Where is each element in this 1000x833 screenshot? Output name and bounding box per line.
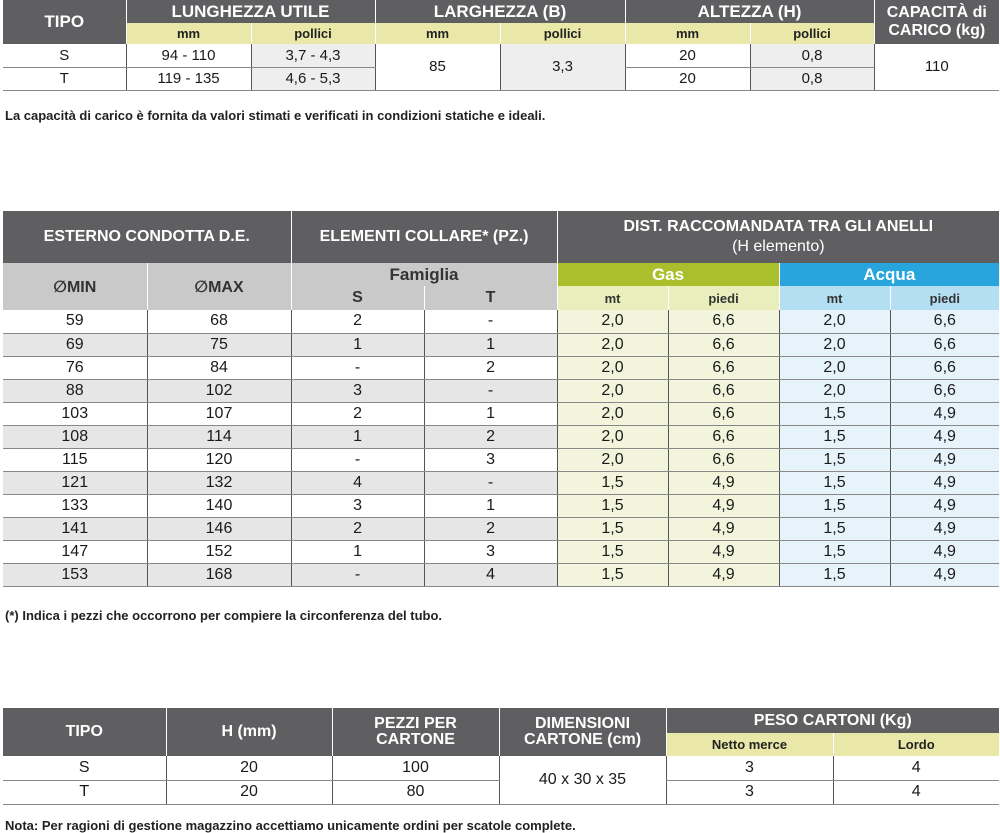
altezza-mm-header: mm — [625, 23, 750, 44]
min-cell: 121 — [3, 471, 147, 494]
spacing-table — [3, 211, 999, 587]
acqua-mt-header: mt — [779, 286, 890, 310]
acqua-mt-cell: 1,5 — [779, 425, 890, 448]
distanza-header-line1: DIST. RACCOMANDATA TRA GLI ANELLI — [623, 218, 934, 235]
esterno-header: ESTERNO CONDOTTA D.E. — [3, 211, 291, 263]
max-cell: 168 — [147, 563, 291, 586]
acqua-piedi-cell: 4,9 — [890, 448, 999, 471]
famiglia-s-cell: 2 — [291, 310, 424, 333]
acqua-mt-cell: 1,5 — [779, 494, 890, 517]
pezzi-cell: 80 — [332, 780, 499, 804]
lordo-header: Lordo — [833, 733, 999, 756]
famiglia-t-cell: 3 — [424, 540, 557, 563]
capacita-cell: 110 — [874, 44, 999, 90]
lunghezza-mm-cell: 119 - 135 — [126, 67, 251, 90]
dimensioni-header — [499, 708, 666, 756]
dimensioni-header-line1: DIMENSIONI — [534, 715, 631, 732]
diameter-icon: ∅ — [53, 278, 67, 296]
gas-mt-cell: 2,0 — [557, 310, 668, 333]
max-cell: 84 — [147, 356, 291, 379]
famiglia-t-cell: 1 — [424, 333, 557, 356]
table-row — [3, 517, 999, 540]
gas-piedi-cell: 6,6 — [668, 356, 779, 379]
h-cell: 20 — [166, 780, 332, 804]
table-row — [3, 44, 999, 67]
famiglia-header: Famiglia — [291, 263, 557, 286]
famiglia-s-header: S — [291, 286, 424, 310]
min-cell: 141 — [3, 517, 147, 540]
famiglia-s-cell: - — [291, 563, 424, 586]
lunghezza-mm-cell: 94 - 110 — [126, 44, 251, 67]
netto-cell: 3 — [666, 780, 833, 804]
gas-mt-cell: 2,0 — [557, 425, 668, 448]
gas-piedi-cell: 4,9 — [668, 563, 779, 586]
lunghezza-pollici-header: pollici — [251, 23, 375, 44]
gas-piedi-cell: 6,6 — [668, 310, 779, 333]
min-cell: 147 — [3, 540, 147, 563]
gas-piedi-cell: 4,9 — [668, 494, 779, 517]
acqua-piedi-cell: 4,9 — [890, 517, 999, 540]
lordo-cell: 4 — [833, 780, 999, 804]
table-row — [3, 471, 999, 494]
acqua-mt-cell: 1,5 — [779, 471, 890, 494]
altezza-header: ALTEZZA (H) — [625, 0, 874, 23]
acqua-piedi-cell: 4,9 — [890, 425, 999, 448]
table-row — [3, 402, 999, 425]
diameter-icon: ∅ — [194, 278, 209, 296]
gas-mt-cell: 1,5 — [557, 540, 668, 563]
table-row — [3, 356, 999, 379]
pezzi-header — [332, 708, 499, 756]
famiglia-t-cell: 2 — [424, 356, 557, 379]
gas-mt-cell: 1,5 — [557, 494, 668, 517]
altezza-mm-cell: 20 — [625, 67, 750, 90]
tipo-cell: T — [3, 780, 166, 804]
famiglia-s-cell: 3 — [291, 379, 424, 402]
elementi-header: ELEMENTI COLLARE* (PZ.) — [291, 211, 557, 263]
gas-piedi-cell: 4,9 — [668, 471, 779, 494]
gas-mt-cell: 2,0 — [557, 402, 668, 425]
famiglia-t-cell: 1 — [424, 494, 557, 517]
table-row — [3, 333, 999, 356]
dimensions-table — [3, 0, 999, 91]
max-cell: 68 — [147, 310, 291, 333]
max-cell: 75 — [147, 333, 291, 356]
min-cell: 108 — [3, 425, 147, 448]
tipo-header: TIPO — [3, 0, 126, 44]
gas-mt-cell: 1,5 — [557, 471, 668, 494]
table-row — [3, 379, 999, 402]
famiglia-s-cell: 1 — [291, 540, 424, 563]
netto-cell: 3 — [666, 756, 833, 780]
acqua-piedi-cell: 4,9 — [890, 471, 999, 494]
pezzi-cell: 100 — [332, 756, 499, 780]
gas-mt-header: mt — [557, 286, 668, 310]
table-row — [3, 448, 999, 471]
acqua-piedi-cell: 6,6 — [890, 310, 999, 333]
altezza-pollici-cell: 0,8 — [750, 67, 874, 90]
famiglia-t-cell: 1 — [424, 402, 557, 425]
acqua-piedi-cell: 6,6 — [890, 356, 999, 379]
acqua-mt-cell: 2,0 — [779, 310, 890, 333]
table-row — [3, 425, 999, 448]
tipo-cell: S — [3, 44, 126, 67]
famiglia-s-cell: - — [291, 356, 424, 379]
dimensioni-header-line2: CARTONE (cm) — [523, 731, 642, 748]
larghezza-pollici-header: pollici — [500, 23, 625, 44]
max-cell: 132 — [147, 471, 291, 494]
capacita-header — [874, 0, 999, 44]
table-row — [3, 310, 999, 333]
acqua-mt-cell: 1,5 — [779, 448, 890, 471]
lunghezza-pollici-cell: 4,6 - 5,3 — [251, 67, 375, 90]
acqua-mt-cell: 1,5 — [779, 563, 890, 586]
gas-piedi-cell: 6,6 — [668, 448, 779, 471]
max-cell: 102 — [147, 379, 291, 402]
famiglia-t-header: T — [424, 286, 557, 310]
max-header-label: MAX — [208, 278, 244, 296]
min-cell: 115 — [3, 448, 147, 471]
max-cell: 107 — [147, 402, 291, 425]
famiglia-t-cell: 3 — [424, 448, 557, 471]
acqua-mt-cell: 2,0 — [779, 356, 890, 379]
min-cell: 103 — [3, 402, 147, 425]
larghezza-mm-header: mm — [375, 23, 500, 44]
peso-header: PESO CARTONI (Kg) — [666, 708, 999, 733]
gas-mt-cell: 2,0 — [557, 379, 668, 402]
acqua-piedi-header: piedi — [890, 286, 999, 310]
acqua-piedi-cell: 4,9 — [890, 563, 999, 586]
min-cell: 59 — [3, 310, 147, 333]
gas-mt-cell: 2,0 — [557, 333, 668, 356]
distanza-header — [557, 211, 999, 263]
gas-piedi-cell: 4,9 — [668, 517, 779, 540]
gas-piedi-cell: 6,6 — [668, 333, 779, 356]
min-cell: 69 — [3, 333, 147, 356]
altezza-pollici-cell: 0,8 — [750, 44, 874, 67]
pezzi-header-line1: PEZZI PER — [374, 715, 457, 732]
famiglia-t-cell: - — [424, 310, 557, 333]
distanza-header-line2: (H elemento) — [732, 238, 825, 255]
acqua-piedi-cell: 4,9 — [890, 402, 999, 425]
min-cell: 153 — [3, 563, 147, 586]
order-note: Nota: Per ragioni di gestione magazzino accettiamo unicamente ordini per scatole complete. — [5, 818, 576, 833]
gas-piedi-cell: 6,6 — [668, 379, 779, 402]
famiglia-s-cell: - — [291, 448, 424, 471]
min-cell: 133 — [3, 494, 147, 517]
table-row — [3, 563, 999, 586]
larghezza-pollici-cell: 3,3 — [500, 44, 625, 90]
footnote: (*) Indica i pezzi che occorrono per compiere la circonferenza del tubo. — [5, 608, 443, 623]
famiglia-t-cell: - — [424, 471, 557, 494]
dimensioni-cell: 40 x 30 x 35 — [499, 756, 666, 804]
gas-mt-cell: 2,0 — [557, 356, 668, 379]
gas-mt-cell: 2,0 — [557, 448, 668, 471]
famiglia-s-cell: 1 — [291, 333, 424, 356]
lunghezza-header: LUNGHEZZA UTILE — [126, 0, 375, 23]
acqua-piedi-cell: 4,9 — [890, 540, 999, 563]
acqua-piedi-cell: 4,9 — [890, 494, 999, 517]
table-row — [3, 494, 999, 517]
netto-header: Netto merce — [666, 733, 833, 756]
acqua-piedi-cell: 6,6 — [890, 379, 999, 402]
capacita-header-line1: CAPACITÀ di — [886, 4, 987, 21]
altezza-mm-cell: 20 — [625, 44, 750, 67]
h-header: H (mm) — [166, 708, 332, 756]
max-cell: 114 — [147, 425, 291, 448]
acqua-header: Acqua — [779, 263, 999, 286]
h-cell: 20 — [166, 756, 332, 780]
tipo-cell: T — [3, 67, 126, 90]
gas-piedi-cell: 6,6 — [668, 402, 779, 425]
acqua-mt-cell: 2,0 — [779, 333, 890, 356]
max-cell: 152 — [147, 540, 291, 563]
min-cell: 88 — [3, 379, 147, 402]
lunghezza-mm-header: mm — [126, 23, 251, 44]
pezzi-header-line2: CARTONE — [376, 731, 455, 748]
min-cell: 76 — [3, 356, 147, 379]
altezza-pollici-header: pollici — [750, 23, 874, 44]
famiglia-t-cell: 2 — [424, 425, 557, 448]
gas-header: Gas — [557, 263, 779, 286]
famiglia-s-cell: 1 — [291, 425, 424, 448]
famiglia-t-cell: - — [424, 379, 557, 402]
tipo-header: TIPO — [3, 708, 166, 756]
famiglia-t-cell: 2 — [424, 517, 557, 540]
famiglia-s-cell: 2 — [291, 517, 424, 540]
capacita-header-line2: CARICO (kg) — [888, 22, 986, 39]
max-header — [147, 263, 291, 310]
lordo-cell: 4 — [833, 756, 999, 780]
capacity-note: La capacità di carico è fornita da valori stimati e verificati in condizioni statiche e ideali. — [5, 108, 546, 123]
larghezza-mm-cell: 85 — [375, 44, 500, 90]
gas-piedi-header: piedi — [668, 286, 779, 310]
acqua-mt-cell: 1,5 — [779, 517, 890, 540]
famiglia-s-cell: 3 — [291, 494, 424, 517]
famiglia-s-cell: 4 — [291, 471, 424, 494]
max-cell: 120 — [147, 448, 291, 471]
table-row — [3, 540, 999, 563]
gas-mt-cell: 1,5 — [557, 563, 668, 586]
gas-piedi-cell: 6,6 — [668, 425, 779, 448]
min-header-label: MIN — [66, 278, 97, 296]
acqua-mt-cell: 2,0 — [779, 379, 890, 402]
min-header — [3, 263, 147, 310]
max-cell: 140 — [147, 494, 291, 517]
famiglia-s-cell: 2 — [291, 402, 424, 425]
table-row — [3, 756, 999, 780]
famiglia-t-cell: 4 — [424, 563, 557, 586]
packaging-table — [3, 708, 999, 805]
gas-piedi-cell: 4,9 — [668, 540, 779, 563]
acqua-mt-cell: 1,5 — [779, 540, 890, 563]
acqua-mt-cell: 1,5 — [779, 402, 890, 425]
tipo-cell: S — [3, 756, 166, 780]
acqua-piedi-cell: 6,6 — [890, 333, 999, 356]
larghezza-header: LARGHEZZA (B) — [375, 0, 625, 23]
max-cell: 146 — [147, 517, 291, 540]
gas-mt-cell: 1,5 — [557, 517, 668, 540]
lunghezza-pollici-cell: 3,7 - 4,3 — [251, 44, 375, 67]
